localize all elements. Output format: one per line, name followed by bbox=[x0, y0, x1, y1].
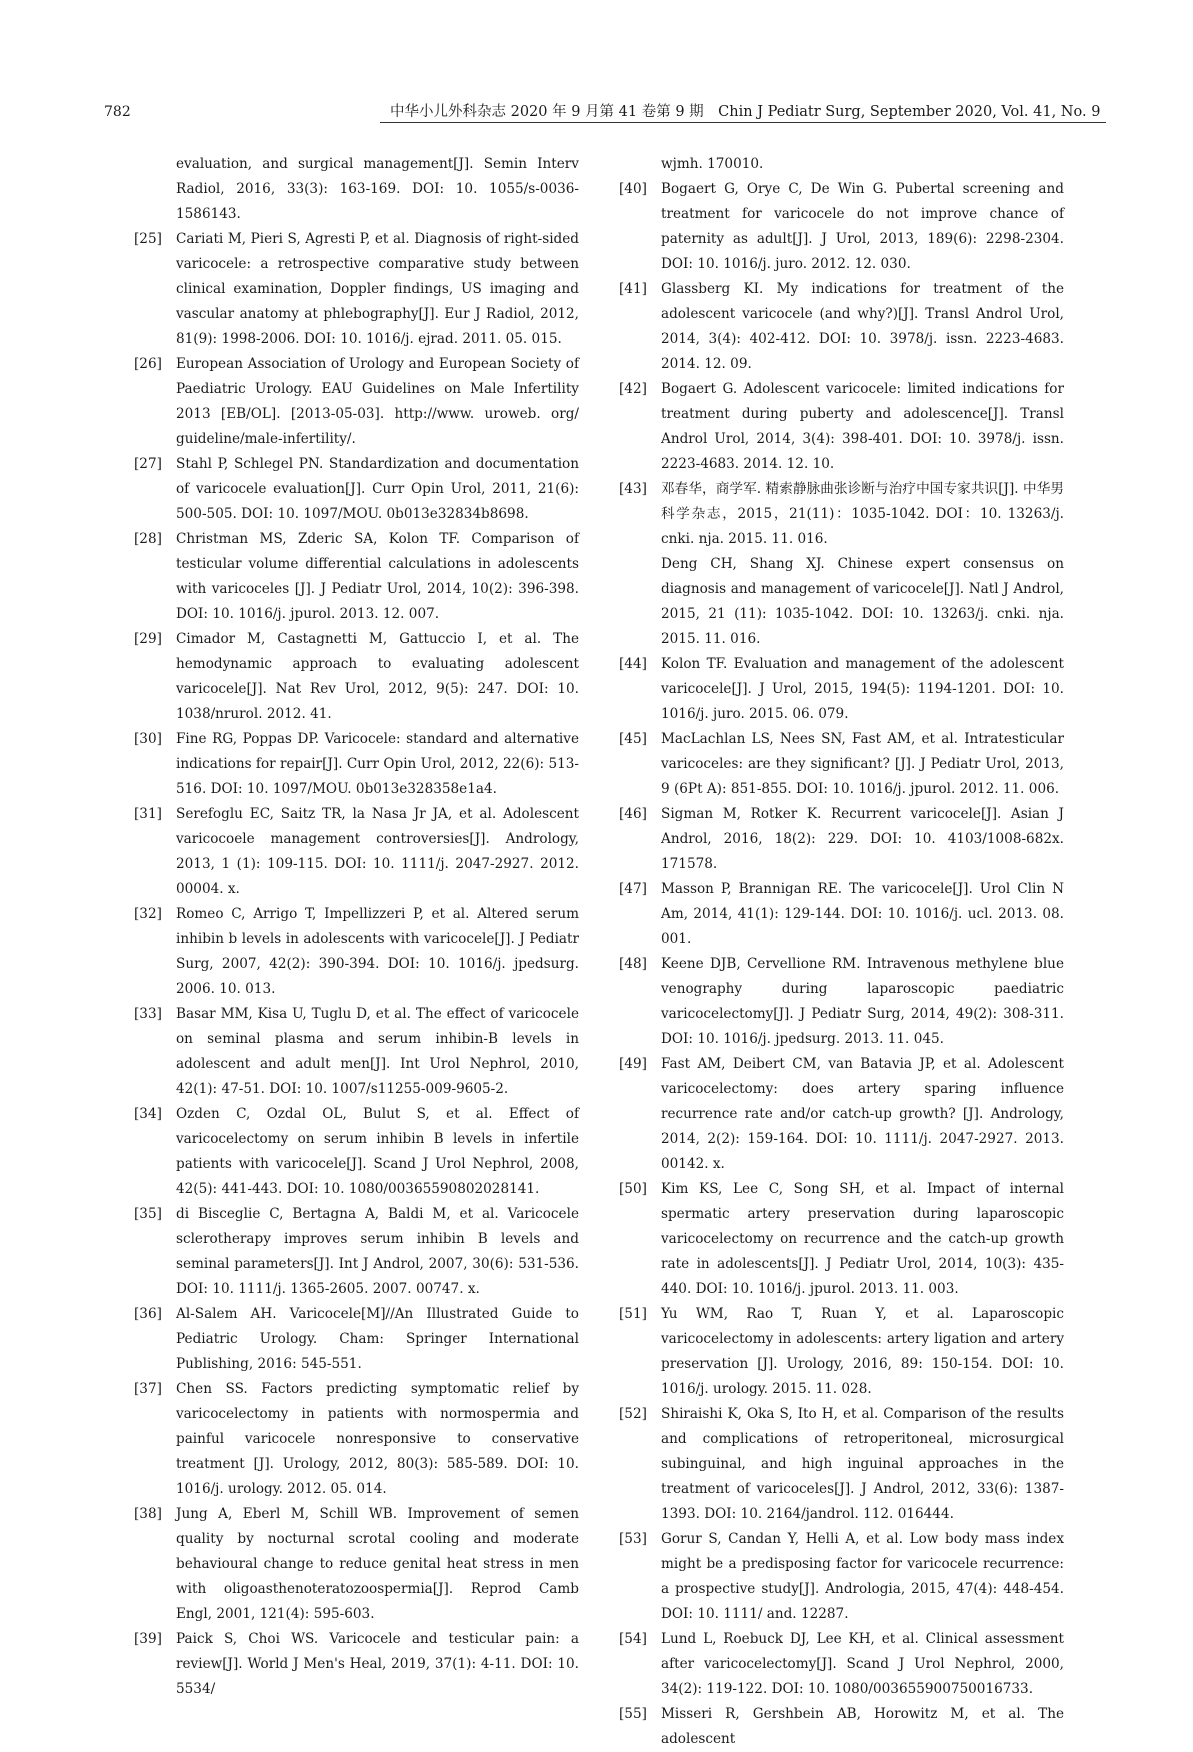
reference-number: [27] bbox=[134, 456, 162, 472]
reference-text: Paick S, Choi WS. Varicocele and testicular pain: a review[J]. World J Men's Heal, 2019, 37(1): 4-11. DOI: 10. 5534/ bbox=[176, 1631, 579, 1697]
reference-entry bbox=[134, 727, 579, 802]
reference-text: Lund L, Roebuck DJ, Lee KH, et al. Clinical assessment after varicocelectomy[J]. Scand J Urol Nephrol, 2000, 34(2): 119-122. DOI: 10. 1080/003655900750016733. bbox=[661, 1631, 1064, 1697]
reference-number: [35] bbox=[134, 1206, 162, 1222]
reference-entry bbox=[619, 1402, 1064, 1527]
reference-entry bbox=[134, 627, 579, 727]
reference-entry bbox=[134, 1202, 579, 1302]
reference-entry bbox=[134, 1377, 579, 1502]
reference-number: [41] bbox=[619, 281, 647, 297]
reference-entry bbox=[619, 1052, 1064, 1177]
reference-text: Misseri R, Gershbein AB, Horowitz M, et al. The adolescent bbox=[661, 1706, 1064, 1747]
reference-number: [25] bbox=[134, 231, 162, 247]
reference-number: [48] bbox=[619, 956, 647, 972]
reference-number: [47] bbox=[619, 881, 647, 897]
reference-entry bbox=[619, 177, 1064, 277]
reference-entry bbox=[619, 1702, 1064, 1752]
left-column bbox=[134, 152, 579, 1702]
reference-entry bbox=[619, 377, 1064, 477]
reference-number: [54] bbox=[619, 1631, 647, 1647]
reference-text: Yu WM, Rao T, Ruan Y, et al. Laparoscopic varicocelectomy in adolescents: artery ligation and artery preservation [J]. Urology, 2016, 89: 150-154. DOI: 10. 1016/j. urology. 2015. 11. 028. bbox=[661, 1306, 1064, 1397]
reference-text: European Association of Urology and European Society of Paediatric Urology. EAU Guidelines on Male Infertility 2013 [EB/OL]. [2013-05-03]. http://www. uroweb. org/ guideline/male-infertility/. bbox=[176, 356, 579, 447]
reference-text: Glassberg KI. My indications for treatment of the adolescent varicocele (and why?)[J]. Transl Androl Urol, 2014, 3(4): 402-412. DOI: 10. 3978/j. issn. 2223-4683. 2014. 12. 09. bbox=[661, 281, 1064, 372]
reference-entry bbox=[134, 452, 579, 527]
reference-entry bbox=[134, 352, 579, 452]
reference-text: Bogaert G, Orye C, De Win G. Pubertal screening and treatment for varicocele do not improve chance of paternity as adult[J]. J Urol, 2013, 189(6): 2298-2304. DOI: 10. 1016/j. juro. 2012. 12. 030. bbox=[661, 181, 1064, 272]
reference-entry bbox=[619, 727, 1064, 802]
reference-text: Fine RG, Poppas DP. Varicocele: standard and alternative indications for repair[J]. Curr Opin Urol, 2012, 22(6): 513-516. DOI: 10. 1097/MOU. 0b013e328358e1a4. bbox=[176, 731, 579, 797]
reference-text: Cariati M, Pieri S, Agresti P, et al. Diagnosis of right-sided varicocele: a retrospective comparative study between clinical examination, Doppler findings, US imaging and vascular anatomy at phlebography[J]. Eur J Radiol, 2012, 81(9): 1998-2006. DOI: 10. 1016/j. ejrad. 2011. 05. 015. bbox=[176, 231, 579, 347]
reference-number: [49] bbox=[619, 1056, 647, 1072]
reference-number: [28] bbox=[134, 531, 162, 547]
reference-entry bbox=[134, 802, 579, 902]
reference-text: evaluation, and surgical management[J]. Semin Interv Radiol, 2016, 33(3): 163-169. DOI: 10. 1055/s-0036-1586143. bbox=[176, 156, 579, 222]
reference-number: [51] bbox=[619, 1306, 647, 1322]
reference-entry bbox=[134, 1502, 579, 1627]
reference-number: [38] bbox=[134, 1506, 162, 1522]
reference-entry bbox=[619, 1177, 1064, 1302]
reference-number: [30] bbox=[134, 731, 162, 747]
reference-text: Gorur S, Candan Y, Helli A, et al. Low body mass index might be a predisposing factor for varicocele recurrence: a prospective study[J]. Andrologia, 2015, 47(4): 448-454. DOI: 10. 1111/ and. 12287. bbox=[661, 1531, 1064, 1622]
reference-entry bbox=[134, 527, 579, 627]
reference-text: Christman MS, Zderic SA, Kolon TF. Comparison of testicular volume differential calculations in adolescents with varicoceles [J]. J Pediatr Urol, 2014, 10(2): 396-398. DOI: 10. 1016/j. jpurol. 2013. 12. 007. bbox=[176, 531, 579, 622]
reference-number: [53] bbox=[619, 1531, 647, 1547]
reference-number: [40] bbox=[619, 181, 647, 197]
reference-text: Fast AM, Deibert CM, van Batavia JP, et al. Adolescent varicocelectomy: does artery sparing influence recurrence rate and/or catch-up growth? [J]. Andrology, 2014, 2(2): 159-164. DOI: 10. 1111/j. 2047-2927. 2013. 00142. x. bbox=[661, 1056, 1064, 1172]
reference-text: Sigman M, Rotker K. Recurrent varicocele[J]. Asian J Androl, 2016, 18(2): 229. DOI: 10. 4103/1008-682x. 171578. bbox=[661, 806, 1064, 872]
reference-number: [44] bbox=[619, 656, 647, 672]
reference-text: 邓春华，商学军. 精索静脉曲张诊断与治疗中国专家共识[J]. 中华男科学杂志，2015，21(11)：1035-1042. DOI：10. 13263/j. cnki. nja. 2015. 11. 016. bbox=[661, 481, 1064, 547]
reference-text: Basar MM, Kisa U, Tuglu D, et al. The effect of varicocele on seminal plasma and serum inhibin-B levels in adolescent and adult men[J]. Int Urol Nephrol, 2010, 42(1): 47-51. DOI: 10. 1007/s11255-009-9605-2. bbox=[176, 1006, 579, 1097]
reference-entry bbox=[619, 477, 1064, 652]
reference-number: [50] bbox=[619, 1181, 647, 1197]
page-number: 782 bbox=[104, 104, 131, 120]
reference-number: [26] bbox=[134, 356, 162, 372]
reference-text: Cimador M, Castagnetti M, Gattuccio I, et al. The hemodynamic approach to evaluating adolescent varicocele[J]. Nat Rev Urol, 2012, 9(5): 247. DOI: 10. 1038/nrurol. 2012. 41. bbox=[176, 631, 579, 722]
reference-entry bbox=[134, 1102, 579, 1202]
reference-number: [33] bbox=[134, 1006, 162, 1022]
reference-text: Al-Salem AH. Varicocele[M]//An Illustrated Guide to Pediatric Urology. Cham: Springer International Publishing, 2016: 545-551. bbox=[176, 1306, 579, 1372]
reference-entry bbox=[619, 1627, 1064, 1702]
reference-number: [36] bbox=[134, 1306, 162, 1322]
reference-text: Kim KS, Lee C, Song SH, et al. Impact of internal spermatic artery preservation during laparoscopic varicocelectomy on recurrence and the catch-up growth rate in adolescents[J]. J Pediatr Urol, 2014, 10(3): 435-440. DOI: 10. 1016/j. jpurol. 2013. 11. 003. bbox=[661, 1181, 1064, 1297]
reference-text: Bogaert G. Adolescent varicocele: limited indications for treatment during puberty and adolescence[J]. Transl Androl Urol, 2014, 3(4): 398-401. DOI: 10. 3978/j. issn. 2223-4683. 2014. 12. 10. bbox=[661, 381, 1064, 472]
reference-continuation bbox=[134, 152, 579, 227]
reference-text: wjmh. 170010. bbox=[661, 156, 764, 172]
reference-number: [34] bbox=[134, 1106, 162, 1122]
reference-entry bbox=[619, 877, 1064, 952]
reference-text: Romeo C, Arrigo T, Impellizzeri P, et al. Altered serum inhibin b levels in adolescents with varicocele[J]. J Pediatr Surg, 2007, 42(2): 390-394. DOI: 10. 1016/j. jpedsurg. 2006. 10. 013. bbox=[176, 906, 579, 997]
reference-text: MacLachlan LS, Nees SN, Fast AM, et al. Intratesticular varicoceles: are they significant? [J]. J Pediatr Urol, 2013, 9 (6Pt A): 851-855. DOI: 10. 1016/j. jpurol. 2012. 11. 006. bbox=[661, 731, 1064, 797]
reference-text: Shiraishi K, Oka S, Ito H, et al. Comparison of the results and complications of retroperitoneal, microsurgical subinguinal, and high inguinal approaches in the treatment of varicoceles[J]. J Androl, 2012, 33(6): 1387-1393. DOI: 10. 2164/jandrol. 112. 016444. bbox=[661, 1406, 1064, 1522]
reference-continuation bbox=[619, 152, 1064, 177]
reference-number: [46] bbox=[619, 806, 647, 822]
reference-text: Jung A, Eberl M, Schill WB. Improvement of semen quality by nocturnal scrotal cooling and moderate behavioural change to reduce genital heat stress in men with oligoasthenoteratozoospermia[J]. Reprod Camb Engl, 2001, 121(4): 595-603. bbox=[176, 1506, 579, 1622]
reference-entry bbox=[134, 1627, 579, 1702]
reference-number: [43] bbox=[619, 481, 647, 497]
reference-number: [45] bbox=[619, 731, 647, 747]
header-rule bbox=[380, 122, 1106, 123]
reference-text: Chen SS. Factors predicting symptomatic relief by varicocelectomy in patients with normospermia and painful varicocele nonresponsive to conservative treatment [J]. Urology, 2012, 80(3): 585-589. DOI: 10. 1016/j. urology. 2012. 05. 014. bbox=[176, 1381, 579, 1497]
reference-entry bbox=[134, 902, 579, 1002]
reference-number: [32] bbox=[134, 906, 162, 922]
reference-number: [42] bbox=[619, 381, 647, 397]
reference-number: [52] bbox=[619, 1406, 647, 1422]
reference-entry bbox=[619, 952, 1064, 1052]
reference-number: [29] bbox=[134, 631, 162, 647]
reference-entry bbox=[134, 1302, 579, 1377]
reference-entry bbox=[619, 1527, 1064, 1627]
reference-entry bbox=[619, 802, 1064, 877]
reference-text: Ozden C, Ozdal OL, Bulut S, et al. Effect of varicocelectomy on serum inhibin B levels in infertile patients with varicocele[J]. Scand J Urol Nephrol, 2008, 42(5): 441-443. DOI: 10. 1080/00365590802028141. bbox=[176, 1106, 579, 1197]
right-column bbox=[619, 152, 1064, 1752]
reference-text: Kolon TF. Evaluation and management of the adolescent varicocele[J]. J Urol, 2015, 194(5): 1194-1201. DOI: 10. 1016/j. juro. 2015. 06. 079. bbox=[661, 656, 1064, 722]
reference-text: Stahl P, Schlegel PN. Standardization and documentation of varicocele evaluation[J]. Curr Opin Urol, 2011, 21(6): 500-505. DOI: 10. 1097/MOU. 0b013e32834b8698. bbox=[176, 456, 579, 522]
running-head: 中华小儿外科杂志 2020 年 9 月第 41 卷第 9 期 Chin J Pediatr Surg, September 2020, Vol. 41, No. 9 bbox=[390, 104, 1101, 120]
reference-number: [55] bbox=[619, 1706, 647, 1722]
reference-number: [31] bbox=[134, 806, 162, 822]
reference-entry bbox=[619, 277, 1064, 377]
reference-entry bbox=[619, 652, 1064, 727]
reference-translation: Deng CH, Shang XJ. Chinese expert consensus on diagnosis and management of varicocele[J]. Natl J Androl, 2015, 21 (11): 1035-1042. DOI: 10. 13263/j. cnki. nja. 2015. 11. 016. bbox=[661, 556, 1064, 647]
reference-number: [39] bbox=[134, 1631, 162, 1647]
reference-text: Serefoglu EC, Saitz TR, la Nasa Jr JA, et al. Adolescent varicocoele management controversies[J]. Andrology, 2013, 1 (1): 109-115. DOI: 10. 1111/j. 2047-2927. 2012. 00004. x. bbox=[176, 806, 579, 897]
reference-text: Masson P, Brannigan RE. The varicocele[J]. Urol Clin N Am, 2014, 41(1): 129-144. DOI: 10. 1016/j. ucl. 2013. 08. 001. bbox=[661, 881, 1064, 947]
reference-text: di Bisceglie C, Bertagna A, Baldi M, et al. Varicocele sclerotherapy improves serum inhibin B levels and seminal parameters[J]. Int J Androl, 2007, 30(6): 531-536. DOI: 10. 1111/j. 1365-2605. 2007. 00747. x. bbox=[176, 1206, 579, 1297]
reference-number: [37] bbox=[134, 1381, 162, 1397]
reference-entry bbox=[134, 1002, 579, 1102]
reference-text: Keene DJB, Cervellione RM. Intravenous methylene blue venography during laparoscopic paediatric varicocelectomy[J]. J Pediatr Surg, 2014, 49(2): 308-311. DOI: 10. 1016/j. jpedsurg. 2013. 11. 045. bbox=[661, 956, 1064, 1047]
reference-entry bbox=[134, 227, 579, 352]
reference-entry bbox=[619, 1302, 1064, 1402]
